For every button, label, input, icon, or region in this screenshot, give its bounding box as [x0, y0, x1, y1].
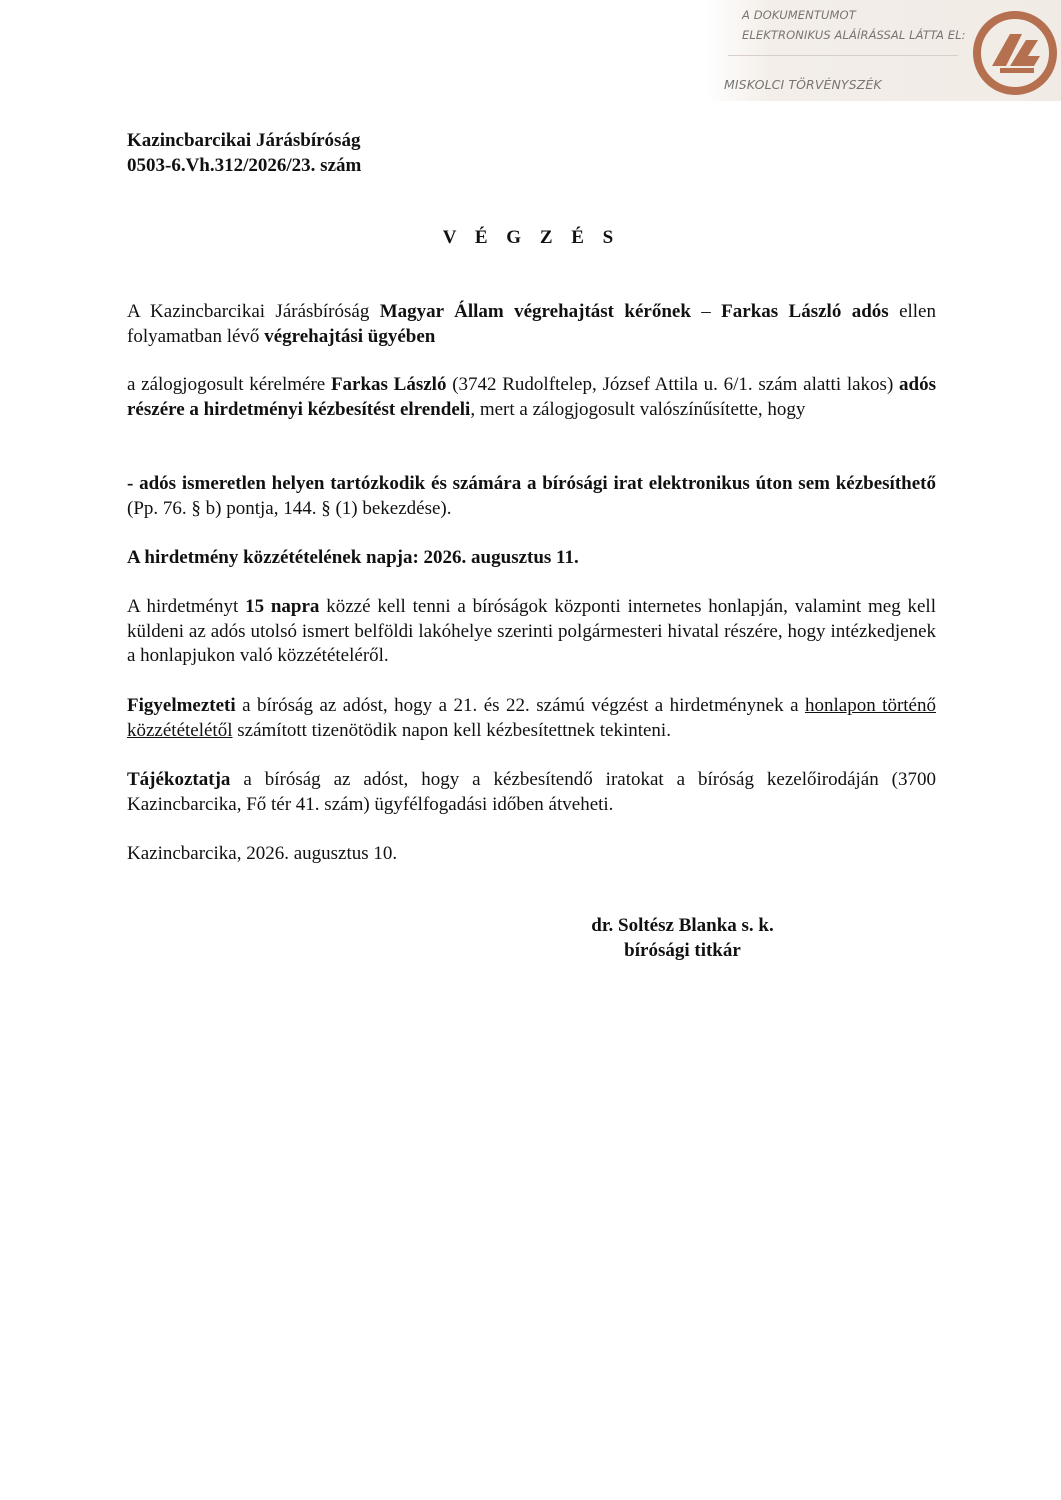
publication-period: 15 napra — [245, 596, 320, 617]
case-type: végrehajtási ügyében — [264, 325, 436, 347]
stamp-issuer: MISKOLCI TÖRVÉNYSZÉK — [724, 77, 882, 92]
text-run: – — [690, 301, 722, 322]
place-and-date — [127, 842, 936, 867]
text-run: a bíróság az adóst, hogy a 21. és 22. számú végzést a hirdetménynek a — [235, 695, 805, 716]
paragraph-order — [127, 373, 936, 422]
signature-block — [560, 914, 805, 963]
debtor-name: Farkas László adós — [721, 301, 889, 322]
stamp-line-2: ELEKTRONIKUS ALÁÍRÁSSAL LÁTTA EL: — [742, 28, 966, 42]
underlined-phrase: honlapon történő közzétételétől — [127, 695, 936, 741]
text-run: közzé kell tenni a bíróságok központi internetes honlapján, valamint meg kell küldeni az adós utolsó ismert belföldi lakóhelye szerinti polgármesteri hivatal részére, hogy intézkedjenek a honlapjukon való közzétételéről. — [127, 596, 936, 666]
text-run: számított tizenötödik napon kell kézbesítettnek tekinteni. — [232, 719, 671, 741]
case-number: 0503-6.Vh.312/2026/23. szám — [127, 155, 362, 176]
place-date-text: Kazincbarcika, 2026. augusztus 10. — [127, 843, 398, 864]
legal-reference: (Pp. 76. § b) pontja, 144. § (1) bekezdése). — [127, 497, 452, 519]
signer-role: bírósági titkár — [624, 939, 741, 961]
document-header — [127, 128, 936, 178]
paragraph-publication-date — [127, 546, 936, 571]
stamp-divider — [728, 55, 958, 56]
creditor-name: Magyar Állam végrehajtást kérőnek — [379, 301, 691, 322]
stamp-line-1: A DOKUMENTUMOT — [742, 8, 856, 22]
debtor-name: Farkas László — [330, 374, 447, 395]
paragraph-information — [127, 768, 936, 817]
text-run: A Kazincbarcikai Járásbíróság — [127, 301, 380, 322]
information-keyword: Tájékoztatja — [127, 769, 231, 790]
order-statement: adós részére a hirdetményi kézbesítést elrendeli — [127, 374, 936, 420]
electronic-signature-stamp — [706, 0, 1061, 101]
publication-date: A hirdetmény közzétételének napja: 2026. augusztus 11. — [127, 547, 579, 568]
paragraph-publication-terms — [127, 595, 936, 669]
debtor-address: (3742 Rudolftelep, József Attila u. 6/1. szám alatti lakos) — [446, 374, 900, 395]
reason-statement: - adós ismeretlen helyen tartózkodik és számára a bírósági irat elektronikus úton sem kézbesíthető — [127, 473, 936, 494]
court-seal-icon — [970, 10, 1060, 96]
text-run: a zálogjogosult kérelmére — [127, 374, 331, 395]
warning-keyword: Figyelmezteti — [127, 695, 236, 716]
text-run: , mert a zálogjogosult valószínűsítette, hogy — [470, 398, 806, 420]
signer-name: dr. Soltész Blanka s. k. — [591, 915, 774, 936]
text-run: a bíróság az adóst, hogy a kézbesítendő iratokat a bíróság kezelőirodáján (3700 Kazincbarcika, Fő tér 41. szám) ügyfélfogadási időben átveheti. — [127, 769, 936, 815]
paragraph-reason — [127, 472, 936, 521]
court-name: Kazincbarcikai Járásbíróság — [127, 130, 361, 151]
text-run: A hirdetményt — [127, 596, 246, 617]
paragraph-warning — [127, 694, 936, 743]
document-title: V É G Z É S — [442, 227, 621, 248]
paragraph-parties — [127, 300, 936, 349]
text-run: ellen folyamatban lévő — [127, 301, 936, 347]
